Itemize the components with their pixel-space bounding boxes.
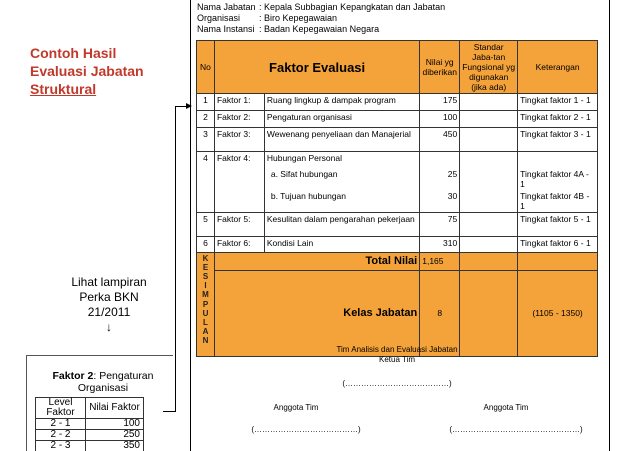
cell-ket: Tingkat faktor 4A - 1	[518, 168, 598, 190]
mini-row	[36, 441, 144, 451]
kelas-standar	[460, 270, 518, 356]
mini-factor-table	[35, 397, 144, 451]
kes-letter: A	[202, 327, 209, 337]
cell-desc: Ruang lingkup & dampak program	[264, 94, 419, 111]
total-row	[197, 252, 598, 270]
table-row	[197, 152, 598, 168]
kes-letter: M	[202, 290, 209, 300]
mini-value: 100	[86, 419, 144, 430]
cell-no: 3	[197, 128, 215, 152]
cell-no: 4	[197, 152, 215, 213]
slide-title-line: Contoh Hasil	[30, 45, 117, 61]
cell-nilai: 100	[420, 111, 460, 128]
cell-desc: Hubungan Personal	[264, 152, 419, 168]
connector-line	[163, 411, 176, 412]
note-line: 21/2011	[87, 305, 131, 319]
header-row	[197, 13, 445, 24]
header-row	[197, 24, 445, 35]
mini-row	[36, 419, 144, 430]
cell-nilai: 450	[420, 128, 460, 152]
cell-ket: Tingkat faktor 4B - 1	[518, 190, 598, 213]
mini-level: 2 - 2	[36, 430, 86, 441]
cell-no: 6	[197, 236, 215, 252]
kes-letter: N	[202, 336, 209, 346]
connector-line	[175, 106, 176, 412]
cell-nilai: 75	[420, 212, 460, 236]
cell-faktor: Faktor 3:	[214, 128, 264, 152]
cell-standar	[460, 152, 518, 168]
table-row	[197, 94, 598, 111]
kes-letter: U	[202, 308, 209, 318]
mini-row	[36, 430, 144, 441]
slide-title-line: Evaluasi Jabatan	[30, 63, 144, 79]
cell-ket: Tingkat faktor 5 - 1	[518, 212, 598, 236]
member-right-title: Anggota Tim	[483, 403, 529, 412]
mini-level: 2 - 3	[36, 441, 86, 451]
header-value: : Badan Kepegawaian Negara	[259, 24, 380, 34]
cell-faktor: Faktor 5:	[214, 212, 264, 236]
cell-faktor: Faktor 1:	[214, 94, 264, 111]
chair-title: Ketua Tim	[378, 355, 415, 364]
kes-letter: K	[202, 253, 209, 263]
total-ket	[518, 252, 598, 270]
cell-desc: Pengaturan organisasi	[264, 111, 419, 128]
kes-letter: L	[203, 317, 208, 327]
total-standar	[460, 252, 518, 270]
col-standar: Standar Jaba-tan Fungsional yg digunakan (jika ada)	[460, 41, 518, 94]
member-left-title: Anggota Tim	[273, 403, 319, 412]
cell-faktor: Faktor 2:	[214, 111, 264, 128]
kesimpulan-letters	[197, 252, 215, 356]
cell-ket: Tingkat faktor 6 - 1	[518, 236, 598, 252]
mini-col-level: Level Faktor	[36, 398, 86, 419]
kes-letter: S	[202, 271, 209, 281]
kelas-range: (1105 - 1350)	[518, 270, 598, 356]
slide-title	[30, 44, 170, 98]
kes-letter: P	[202, 299, 209, 309]
table-row	[197, 212, 598, 236]
cell-standar	[460, 236, 518, 252]
kelas-label: Kelas Jabatan	[214, 270, 419, 356]
cell-nilai	[420, 152, 460, 168]
cell-desc: Kondisi Lain	[264, 236, 419, 252]
member-right-blank: (…………………………………………)	[449, 425, 583, 434]
kelas-value: 8	[420, 270, 460, 356]
col-nilai: Nilai yg diberikan	[420, 41, 460, 94]
chair-blank: (…………………………………)	[342, 379, 452, 388]
table-header-row	[197, 41, 598, 94]
mini-title-rest: : Pengaturan Organisasi	[77, 370, 154, 394]
cell-standar	[460, 94, 518, 111]
cell-nilai: 25	[420, 168, 460, 190]
cell-no: 1	[197, 94, 215, 111]
cell-ket: Tingkat faktor 3 - 1	[518, 128, 598, 152]
cell-ket	[518, 152, 598, 168]
col-faktor: Faktor Evaluasi	[214, 41, 419, 94]
header-key: Organisasi	[197, 13, 241, 23]
mini-value: 350	[86, 441, 144, 451]
sub-desc: b. Tujuan hubungan	[270, 190, 347, 201]
mini-col-value: Nilai Faktor	[86, 398, 144, 419]
col-no: No	[197, 41, 215, 94]
document-header	[197, 2, 445, 35]
kelas-row	[197, 270, 598, 356]
cell-standar	[460, 168, 518, 190]
header-row	[197, 2, 445, 13]
mini-title-bold: Faktor 2	[52, 370, 94, 382]
cell-ket: Tingkat faktor 2 - 1	[518, 111, 598, 128]
cell-desc: Wewenang penyeliaan dan Manajerial	[264, 128, 419, 152]
cell-nilai: 175	[420, 94, 460, 111]
kes-letter: I	[204, 281, 207, 291]
cell-no: 2	[197, 111, 215, 128]
cell-faktor: Faktor 4:	[214, 152, 264, 213]
down-arrow-icon: ↓	[106, 320, 112, 334]
table-row	[197, 236, 598, 252]
connector-line	[175, 106, 186, 107]
cell-faktor: Faktor 6:	[214, 236, 264, 252]
cell-desc	[264, 190, 419, 213]
cell-standar	[460, 190, 518, 213]
cell-ket: Tingkat faktor 1 - 1	[518, 94, 598, 111]
header-value: : Biro Kepegawaian	[259, 13, 338, 23]
cell-desc	[264, 168, 419, 190]
mini-header-row	[36, 398, 144, 419]
member-left-blank: (…………………………………)	[251, 425, 361, 434]
header-value: : Kepala Subbagian Kepangkatan dan Jabatan	[259, 2, 446, 12]
kes-letter: E	[202, 262, 209, 272]
cell-nilai: 30	[420, 190, 460, 213]
note-line: Perka BKN	[79, 290, 139, 304]
header-key: Nama Jabatan	[197, 2, 256, 12]
cell-no: 5	[197, 212, 215, 236]
cell-desc: Kesulitan dalam pengarahan pekerjaan	[264, 212, 419, 236]
total-label: Total Nilai	[214, 252, 419, 270]
mini-level: 2 - 1	[36, 419, 86, 430]
col-keterangan: Keterangan	[518, 41, 598, 94]
evaluation-table	[196, 40, 598, 357]
team-name: Tim Analisis dan Evaluasi Jabatan	[336, 345, 458, 354]
slide-title-line: Struktural	[30, 81, 97, 97]
reference-note	[54, 275, 164, 335]
mini-value: 250	[86, 430, 144, 441]
sub-desc: a. Sifat hubungan	[270, 168, 338, 179]
cell-standar	[460, 111, 518, 128]
mini-title	[38, 370, 168, 394]
total-value: 1,165	[420, 252, 460, 270]
cell-standar	[460, 128, 518, 152]
cell-standar	[460, 212, 518, 236]
table-row	[197, 111, 598, 128]
note-line: Lihat lampiran	[71, 275, 147, 289]
cell-nilai: 310	[420, 236, 460, 252]
table-row	[197, 128, 598, 152]
header-key: Nama Instansi	[197, 24, 255, 34]
